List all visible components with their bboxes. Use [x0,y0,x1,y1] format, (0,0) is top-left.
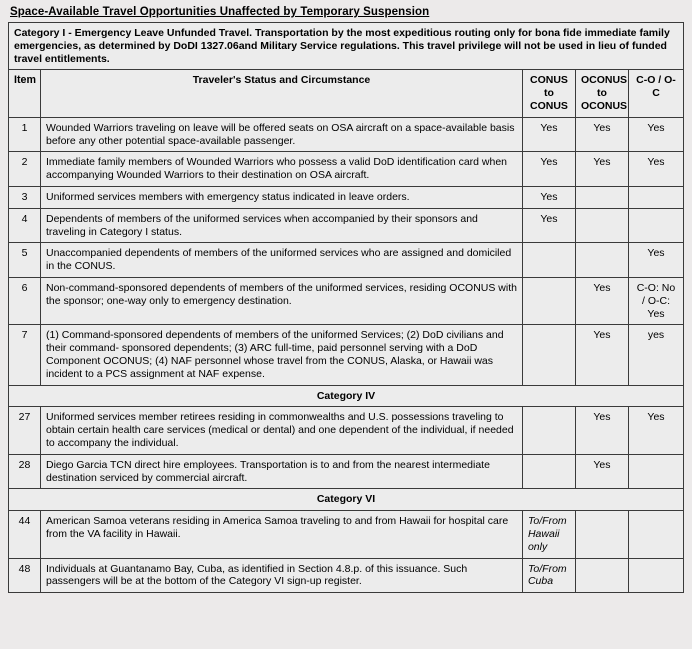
cell-co-oc: Yes [628,243,683,278]
cell-conus-to-conus [522,277,575,324]
cell-description: Diego Garcia TCN direct hire employees. Transportation is to and from the nearest intermediate destination serviced by commercial aircraft. [41,454,523,489]
cell-description: Wounded Warriors traveling on leave will be offered seats on OSA aircraft on a space-available basis before any other potential space-available passenger. [41,117,523,152]
cell-co-oc: C-O: No / O-C: Yes [628,277,683,324]
table-row [9,208,684,243]
cell-co-oc [628,208,683,243]
cell-co-oc: Yes [628,152,683,187]
cell-item-number: 48 [9,558,41,593]
header-oconus-to-oconus: OCONUS to OCONUS [575,70,628,117]
cell-item-number: 3 [9,186,41,208]
cell-item-number: 44 [9,511,41,558]
header-status: Traveler's Status and Circumstance [41,70,523,117]
cell-oconus-to-oconus [575,558,628,593]
header-co-oc: C-O / O-C [628,70,683,117]
table-row [9,454,684,489]
cell-oconus-to-oconus: Yes [575,277,628,324]
category-banner-text: Category I - Emergency Leave Unfunded Travel. Transportation by the most expeditious routing only for bona fide immediate family emergencies, as determined by DoDI 1327.06and Military Service regulations. This travel privilege will not be used in lieu of funded travel entitlements. [9,23,684,70]
category-divider-row [9,385,684,407]
cell-co-oc [628,454,683,489]
table-row [9,277,684,324]
cell-description: Immediate family members of Wounded Warriors who possess a valid DoD identification card when accompanying Wounded Warriors to their destination on OSA aircraft. [41,152,523,187]
table-row [9,243,684,278]
category-banner-row [9,23,684,70]
cell-item-number: 2 [9,152,41,187]
cell-oconus-to-oconus: Yes [575,152,628,187]
cell-description: Individuals at Guantanamo Bay, Cuba, as identified in Section 4.8.p. of this issuance. Such passengers will be at the bottom of the Category VI sign-up register. [41,558,523,593]
cell-item-number: 7 [9,325,41,385]
cell-co-oc [628,558,683,593]
cell-conus-to-conus: To/From Hawaii only [522,511,575,558]
cell-oconus-to-oconus [575,511,628,558]
cell-oconus-to-oconus: Yes [575,325,628,385]
cell-description: American Samoa veterans residing in America Samoa traveling to and from Hawaii for hospital care from the VA facility in Hawaii. [41,511,523,558]
cell-item-number: 28 [9,454,41,489]
table-row [9,558,684,593]
table-row [9,186,684,208]
table-header-row [9,70,684,117]
cell-co-oc: Yes [628,407,683,454]
cell-description: Non-command-sponsored dependents of members of the uniformed services, residing OCONUS with the sponsor; one-way only to emergency destination. [41,277,523,324]
cell-oconus-to-oconus: Yes [575,454,628,489]
cell-conus-to-conus: Yes [522,152,575,187]
cell-description: Uniformed services member retirees residing in commonwealths and U.S. possessions traveling to obtain certain health care services (medical or dental) and one dependent of the individual, if needed to accompany the individual. [41,407,523,454]
cell-conus-to-conus: To/From Cuba [522,558,575,593]
category-divider-row [9,489,684,511]
cell-item-number: 1 [9,117,41,152]
cell-co-oc: yes [628,325,683,385]
cell-co-oc: Yes [628,117,683,152]
cell-conus-to-conus [522,243,575,278]
cell-item-number: 27 [9,407,41,454]
cell-conus-to-conus [522,407,575,454]
page-title: Space-Available Travel Opportunities Unaffected by Temporary Suspension [10,6,430,18]
table-row [9,325,684,385]
table-row [9,511,684,558]
category-label: Category IV [9,385,684,407]
table-row [9,117,684,152]
cell-oconus-to-oconus: Yes [575,117,628,152]
cell-conus-to-conus: Yes [522,186,575,208]
cell-oconus-to-oconus: Yes [575,407,628,454]
cell-item-number: 6 [9,277,41,324]
header-conus-to-conus: CONUS to CONUS [522,70,575,117]
cell-conus-to-conus [522,454,575,489]
cell-conus-to-conus: Yes [522,208,575,243]
cell-co-oc [628,186,683,208]
cell-description: Dependents of members of the uniformed services when accompanied by their sponsors and traveling in Category I status. [41,208,523,243]
cell-conus-to-conus [522,325,575,385]
space-a-travel-table [8,22,684,593]
cell-oconus-to-oconus [575,243,628,278]
cell-item-number: 4 [9,208,41,243]
cell-item-number: 5 [9,243,41,278]
header-item: Item [9,70,41,117]
cell-oconus-to-oconus [575,186,628,208]
table-row [9,152,684,187]
table-body [9,23,684,593]
table-row [9,407,684,454]
cell-oconus-to-oconus [575,208,628,243]
cell-co-oc [628,511,683,558]
cell-description: (1) Command-sponsored dependents of members of the uniformed Services; (2) DoD civilians and their command- sponsored dependents; (3) ARC full-time, paid personnel serving with a DoD Component OCONUS; (4) NAF personnel whose travel from the CONUS, Alaska, or Hawaii was incident to a PCS assignment at NAF expense. [41,325,523,385]
cell-conus-to-conus: Yes [522,117,575,152]
cell-description: Uniformed services members with emergency status indicated in leave orders. [41,186,523,208]
cell-description: Unaccompanied dependents of members of the uniformed services who are assigned and domiciled in the CONUS. [41,243,523,278]
category-label: Category VI [9,489,684,511]
